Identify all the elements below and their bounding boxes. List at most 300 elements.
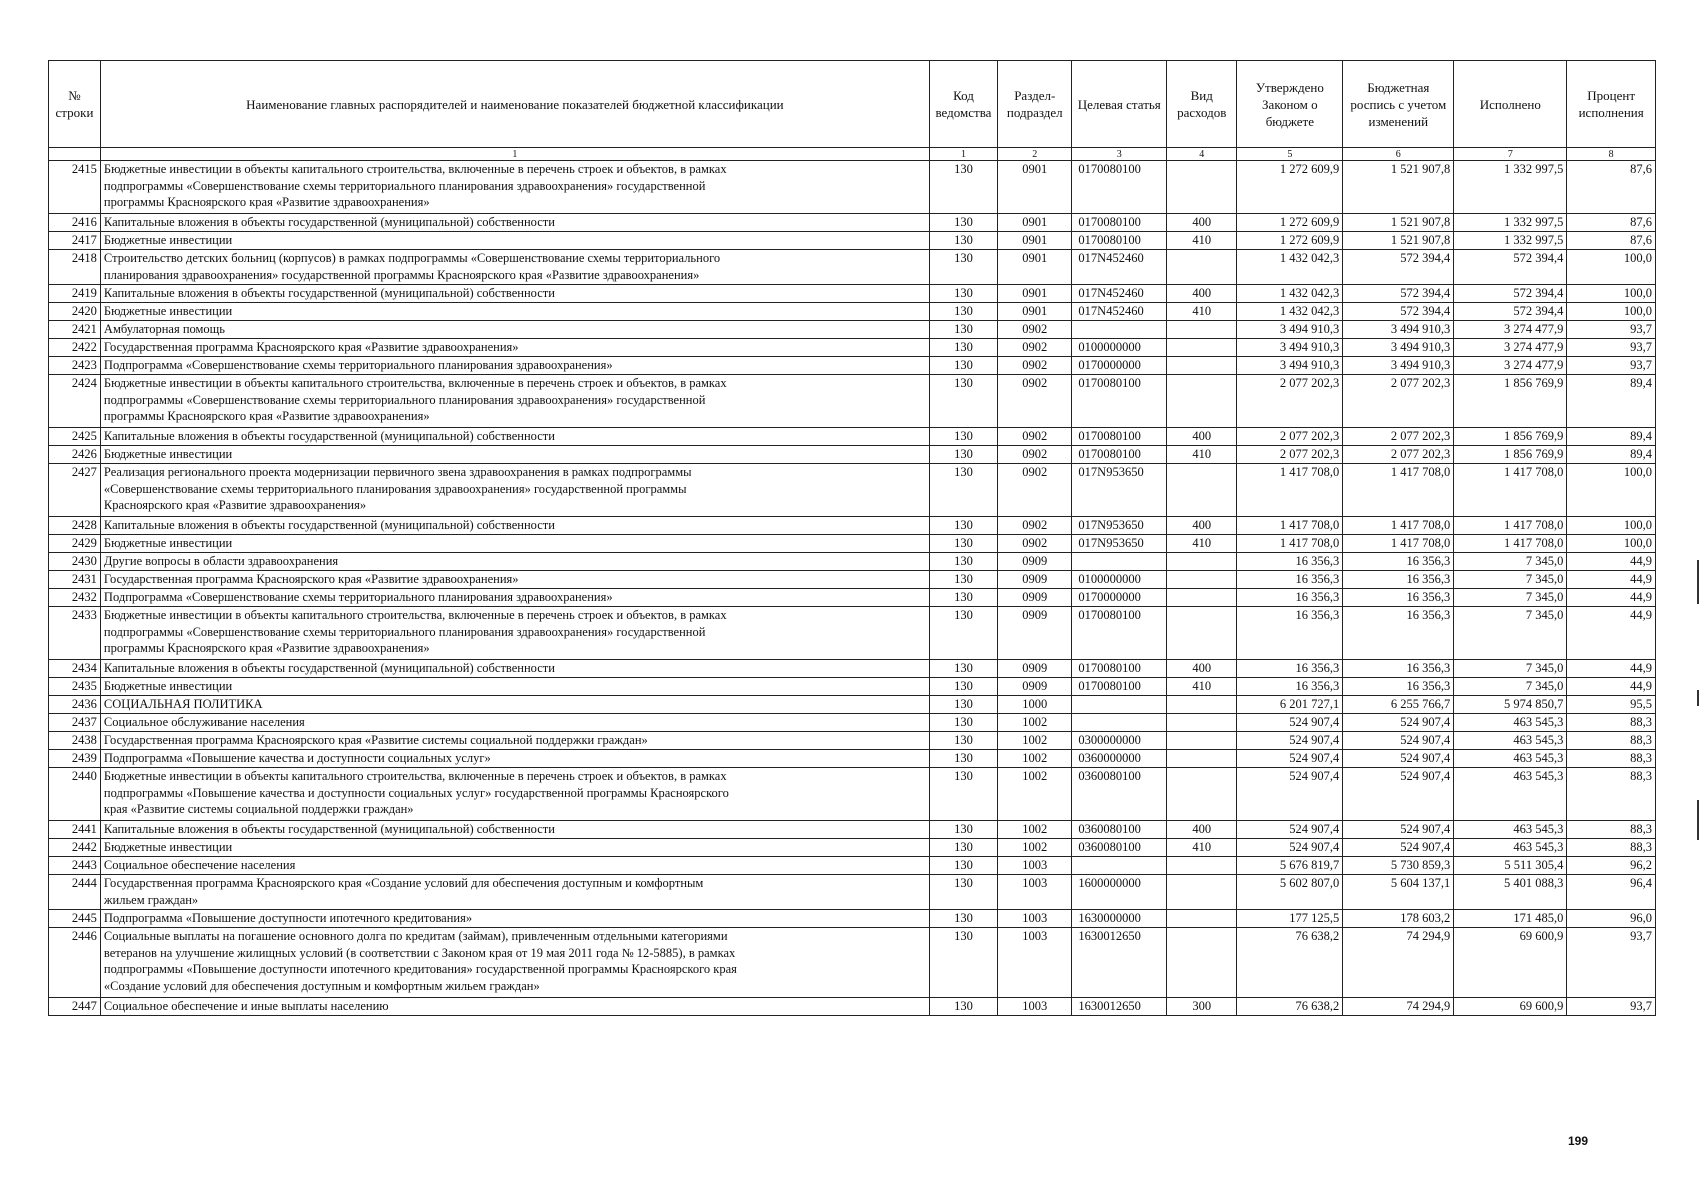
row-name-line: Капитальные вложения в объекты государственной (муниципальной) собственности <box>103 286 555 300</box>
dept-code-cell: 130 <box>929 321 997 339</box>
percent-cell: 96,2 <box>1567 857 1656 875</box>
row-name-line: Социальное обеспечение населения <box>103 858 296 872</box>
row-number: 2444 <box>49 875 101 910</box>
section-cell: 1002 <box>998 750 1072 768</box>
approved-cell: 1 272 609,9 <box>1237 214 1343 232</box>
row-name-line: программы Красноярского края «Развитие здравоохранения» <box>103 641 430 655</box>
section-cell: 0909 <box>998 553 1072 571</box>
section-cell: 1002 <box>998 839 1072 857</box>
dept-code-cell: 130 <box>929 768 997 821</box>
row-name-line: подпрограммы «Повышение качества и доступности социальных услуг» государственной программы Красноярского <box>103 785 729 800</box>
executed-cell: 1 856 769,9 <box>1454 428 1567 446</box>
header-target: Целевая статья <box>1072 61 1167 148</box>
table-row <box>49 161 1656 214</box>
executed-cell: 1 856 769,9 <box>1454 446 1567 464</box>
row-number: 2430 <box>49 553 101 571</box>
expense-type-cell <box>1167 875 1237 910</box>
percent-cell: 44,9 <box>1567 678 1656 696</box>
approved-cell: 524 907,4 <box>1237 839 1343 857</box>
target-cell: 0170080100 <box>1072 214 1167 232</box>
dept-code-cell: 130 <box>929 285 997 303</box>
row-name <box>100 714 929 732</box>
percent-cell: 44,9 <box>1567 607 1656 660</box>
budget-list-cell: 1 417 708,0 <box>1343 535 1454 553</box>
row-number: 2439 <box>49 750 101 768</box>
expense-type-cell <box>1167 250 1237 285</box>
percent-cell: 95,5 <box>1567 696 1656 714</box>
row-number: 2428 <box>49 517 101 535</box>
page-number: 199 <box>1568 1134 1589 1148</box>
dept-code-cell: 130 <box>929 928 997 998</box>
row-number: 2422 <box>49 339 101 357</box>
budget-list-cell: 524 907,4 <box>1343 714 1454 732</box>
table-row <box>49 696 1656 714</box>
target-cell: 1630012650 <box>1072 998 1167 1016</box>
dept-code-cell: 130 <box>929 571 997 589</box>
target-cell <box>1072 714 1167 732</box>
percent-cell: 89,4 <box>1567 375 1656 428</box>
header-percent: Процент исполнения <box>1567 61 1656 148</box>
target-cell: 017N953650 <box>1072 535 1167 553</box>
row-name-line: Реализация регионального проекта модернизации первичного звена здравоохранения в рамках подпрограммы <box>103 465 692 479</box>
header-executed: Исполнено <box>1454 61 1567 148</box>
row-name <box>100 464 929 517</box>
budget-list-cell: 524 907,4 <box>1343 821 1454 839</box>
section-cell: 1003 <box>998 875 1072 910</box>
row-name-line: Бюджетные инвестиции <box>103 304 233 318</box>
approved-cell: 76 638,2 <box>1237 998 1343 1016</box>
executed-cell: 1 332 997,5 <box>1454 214 1567 232</box>
row-name-line: Строительство детских больниц (корпусов) в рамках подпрограммы «Совершенствование схемы территориального <box>103 251 721 265</box>
executed-cell: 69 600,9 <box>1454 998 1567 1016</box>
budget-list-cell: 1 521 907,8 <box>1343 161 1454 214</box>
table-row <box>49 768 1656 821</box>
table-row <box>49 750 1656 768</box>
percent-cell: 88,3 <box>1567 750 1656 768</box>
expense-type-cell <box>1167 464 1237 517</box>
row-name <box>100 928 929 998</box>
dept-code-cell: 130 <box>929 607 997 660</box>
expense-type-cell: 410 <box>1167 839 1237 857</box>
row-number: 2435 <box>49 678 101 696</box>
section-cell: 0902 <box>998 535 1072 553</box>
row-name-line: Бюджетные инвестиции <box>103 536 233 550</box>
row-name-line: подпрограммы «Совершенствование схемы территориального планирования здравоохранения» государственной <box>103 624 706 639</box>
row-number: 2440 <box>49 768 101 821</box>
dept-code-cell: 130 <box>929 517 997 535</box>
target-cell <box>1072 553 1167 571</box>
row-number: 2438 <box>49 732 101 750</box>
dept-code-cell: 130 <box>929 303 997 321</box>
row-number: 2446 <box>49 928 101 998</box>
budget-list-cell: 16 356,3 <box>1343 589 1454 607</box>
approved-cell: 3 494 910,3 <box>1237 339 1343 357</box>
approved-cell: 524 907,4 <box>1237 821 1343 839</box>
table-row <box>49 553 1656 571</box>
expense-type-cell <box>1167 928 1237 998</box>
target-cell: 017N953650 <box>1072 464 1167 517</box>
approved-cell: 1 417 708,0 <box>1237 535 1343 553</box>
dept-code-cell: 130 <box>929 446 997 464</box>
executed-cell: 463 545,3 <box>1454 732 1567 750</box>
dept-code-cell: 130 <box>929 535 997 553</box>
expense-type-cell <box>1167 857 1237 875</box>
target-cell: 0170080100 <box>1072 607 1167 660</box>
section-cell: 0901 <box>998 161 1072 214</box>
section-cell: 1003 <box>998 998 1072 1016</box>
table-row <box>49 839 1656 857</box>
row-number: 2436 <box>49 696 101 714</box>
target-cell: 017N953650 <box>1072 517 1167 535</box>
target-cell: 0100000000 <box>1072 339 1167 357</box>
row-name-line: Капитальные вложения в объекты государственной (муниципальной) собственности <box>103 661 555 675</box>
row-name-line: «Совершенствование схемы территориального планирования здравоохранения» государственной программы <box>103 481 687 496</box>
dept-code-cell: 130 <box>929 464 997 517</box>
executed-cell: 572 394,4 <box>1454 250 1567 285</box>
row-name-line: Красноярского края «Развитие здравоохранения» <box>103 498 367 512</box>
table-row <box>49 998 1656 1016</box>
approved-cell: 16 356,3 <box>1237 589 1343 607</box>
budget-list-cell: 6 255 766,7 <box>1343 696 1454 714</box>
approved-cell: 2 077 202,3 <box>1237 375 1343 428</box>
table-row <box>49 285 1656 303</box>
executed-cell: 463 545,3 <box>1454 839 1567 857</box>
budget-list-cell: 572 394,4 <box>1343 285 1454 303</box>
row-number: 2424 <box>49 375 101 428</box>
executed-cell: 3 274 477,9 <box>1454 357 1567 375</box>
target-cell: 0360080100 <box>1072 839 1167 857</box>
target-cell: 1630000000 <box>1072 910 1167 928</box>
header-section: Раздел-подраздел <box>998 61 1072 148</box>
row-name-line: подпрограммы «Повышение доступности ипотечного кредитования» государственной программы Красноярского края <box>103 962 737 976</box>
executed-cell: 69 600,9 <box>1454 928 1567 998</box>
row-name-line: Подпрограмма «Повышение доступности ипотечного кредитования» <box>103 911 473 925</box>
dept-code-cell: 130 <box>929 250 997 285</box>
percent-cell: 88,3 <box>1567 821 1656 839</box>
table-row <box>49 732 1656 750</box>
approved-cell: 524 907,4 <box>1237 750 1343 768</box>
approved-cell: 2 077 202,3 <box>1237 446 1343 464</box>
approved-cell: 5 602 807,0 <box>1237 875 1343 910</box>
dept-code-cell: 130 <box>929 161 997 214</box>
table-row <box>49 250 1656 285</box>
percent-cell: 44,9 <box>1567 660 1656 678</box>
row-name-line: Бюджетные инвестиции <box>103 233 233 247</box>
expense-type-cell: 300 <box>1167 998 1237 1016</box>
row-name <box>100 321 929 339</box>
header-row-number: № строки <box>49 61 101 148</box>
row-number: 2442 <box>49 839 101 857</box>
row-name <box>100 250 929 285</box>
row-number: 2427 <box>49 464 101 517</box>
executed-cell: 463 545,3 <box>1454 821 1567 839</box>
approved-cell: 1 272 609,9 <box>1237 232 1343 250</box>
budget-list-cell: 3 494 910,3 <box>1343 321 1454 339</box>
row-number: 2429 <box>49 535 101 553</box>
expense-type-cell <box>1167 607 1237 660</box>
expense-type-cell <box>1167 714 1237 732</box>
executed-cell: 463 545,3 <box>1454 768 1567 821</box>
budget-list-cell: 524 907,4 <box>1343 768 1454 821</box>
row-name-line: Социальное обслуживание населения <box>103 715 305 729</box>
section-cell: 0901 <box>998 232 1072 250</box>
row-name <box>100 571 929 589</box>
target-cell: 0170080100 <box>1072 660 1167 678</box>
percent-cell: 100,0 <box>1567 464 1656 517</box>
approved-cell: 2 077 202,3 <box>1237 428 1343 446</box>
executed-cell: 1 417 708,0 <box>1454 464 1567 517</box>
expense-type-cell <box>1167 571 1237 589</box>
percent-cell: 44,9 <box>1567 553 1656 571</box>
row-name-line: Государственная программа Красноярского края «Развитие здравоохранения» <box>103 340 519 354</box>
section-cell: 0901 <box>998 285 1072 303</box>
header-dept-code: Код ведомства <box>929 61 997 148</box>
executed-cell: 7 345,0 <box>1454 589 1567 607</box>
table-row <box>49 607 1656 660</box>
budget-list-cell: 524 907,4 <box>1343 839 1454 857</box>
row-name <box>100 678 929 696</box>
row-name-line: жильем граждан» <box>103 892 199 907</box>
row-number: 2420 <box>49 303 101 321</box>
row-name-line: Капитальные вложения в объекты государственной (муниципальной) собственности <box>103 429 555 443</box>
approved-cell: 1 432 042,3 <box>1237 250 1343 285</box>
budget-list-cell: 1 521 907,8 <box>1343 214 1454 232</box>
row-name-line: Государственная программа Красноярского края «Развитие здравоохранения» <box>103 572 519 586</box>
target-cell: 0170080100 <box>1072 161 1167 214</box>
budget-list-cell: 2 077 202,3 <box>1343 428 1454 446</box>
target-cell: 0360080100 <box>1072 821 1167 839</box>
dept-code-cell: 130 <box>929 553 997 571</box>
approved-cell: 16 356,3 <box>1237 571 1343 589</box>
table-header-row <box>49 61 1656 148</box>
column-number: 5 <box>1237 148 1343 161</box>
row-name <box>100 535 929 553</box>
percent-cell: 100,0 <box>1567 535 1656 553</box>
expense-type-cell <box>1167 357 1237 375</box>
executed-cell: 5 401 088,3 <box>1454 875 1567 910</box>
approved-cell: 76 638,2 <box>1237 928 1343 998</box>
column-number: 4 <box>1167 148 1237 161</box>
row-name <box>100 750 929 768</box>
expense-type-cell: 410 <box>1167 232 1237 250</box>
row-name-line: Бюджетные инвестиции <box>103 679 233 693</box>
target-cell: 017N452460 <box>1072 303 1167 321</box>
table-row <box>49 910 1656 928</box>
row-number: 2416 <box>49 214 101 232</box>
approved-cell: 5 676 819,7 <box>1237 857 1343 875</box>
executed-cell: 572 394,4 <box>1454 285 1567 303</box>
row-name-line: программы Красноярского края «Развитие здравоохранения» <box>103 195 430 209</box>
expense-type-cell <box>1167 321 1237 339</box>
percent-cell: 96,4 <box>1567 875 1656 910</box>
expense-type-cell: 410 <box>1167 303 1237 321</box>
row-name-line: Бюджетные инвестиции в объекты капитального строительства, включенные в перечень строек и объектов, в рамках <box>103 162 727 176</box>
section-cell: 0902 <box>998 339 1072 357</box>
section-cell: 0901 <box>998 214 1072 232</box>
budget-list-cell: 5 730 859,3 <box>1343 857 1454 875</box>
executed-cell: 3 274 477,9 <box>1454 339 1567 357</box>
row-name-line: Государственная программа Красноярского края «Создание условий для обеспечения доступным и комфортным <box>103 876 704 890</box>
expense-type-cell <box>1167 750 1237 768</box>
header-approved: Утверждено Законом о бюджете <box>1237 61 1343 148</box>
percent-cell: 44,9 <box>1567 571 1656 589</box>
header-name: Наименование главных распорядителей и наименование показателей бюджетной классификации <box>100 61 929 148</box>
expense-type-cell <box>1167 589 1237 607</box>
target-cell: 0170080100 <box>1072 446 1167 464</box>
expense-type-cell: 400 <box>1167 214 1237 232</box>
column-number: 8 <box>1567 148 1656 161</box>
percent-cell: 93,7 <box>1567 998 1656 1016</box>
section-cell: 0909 <box>998 607 1072 660</box>
executed-cell: 7 345,0 <box>1454 553 1567 571</box>
dept-code-cell: 130 <box>929 232 997 250</box>
section-cell: 1000 <box>998 696 1072 714</box>
dept-code-cell: 130 <box>929 428 997 446</box>
budget-list-cell: 16 356,3 <box>1343 678 1454 696</box>
scan-edge-mark <box>1697 560 1699 604</box>
dept-code-cell: 130 <box>929 339 997 357</box>
row-name-line: Подпрограмма «Повышение качества и доступности социальных услуг» <box>103 751 491 765</box>
approved-cell: 1 417 708,0 <box>1237 517 1343 535</box>
expense-type-cell: 400 <box>1167 517 1237 535</box>
executed-cell: 1 332 997,5 <box>1454 161 1567 214</box>
percent-cell: 44,9 <box>1567 589 1656 607</box>
column-number: 1 <box>100 148 929 161</box>
expense-type-cell <box>1167 375 1237 428</box>
expense-type-cell <box>1167 696 1237 714</box>
percent-cell: 93,7 <box>1567 321 1656 339</box>
row-number: 2432 <box>49 589 101 607</box>
row-name <box>100 696 929 714</box>
row-name-line: Подпрограмма «Совершенствование схемы территориального планирования здравоохранения» <box>103 358 613 372</box>
dept-code-cell: 130 <box>929 875 997 910</box>
dept-code-cell: 130 <box>929 910 997 928</box>
dept-code-cell: 130 <box>929 857 997 875</box>
table-row <box>49 214 1656 232</box>
dept-code-cell: 130 <box>929 998 997 1016</box>
percent-cell: 88,3 <box>1567 714 1656 732</box>
budget-list-cell: 5 604 137,1 <box>1343 875 1454 910</box>
row-number: 2443 <box>49 857 101 875</box>
executed-cell: 7 345,0 <box>1454 571 1567 589</box>
row-name-line: подпрограммы «Совершенствование схемы территориального планирования здравоохранения» государственной <box>103 392 706 407</box>
executed-cell: 7 345,0 <box>1454 678 1567 696</box>
row-name <box>100 161 929 214</box>
budget-list-cell: 16 356,3 <box>1343 571 1454 589</box>
budget-list-cell: 1 521 907,8 <box>1343 232 1454 250</box>
expense-type-cell: 400 <box>1167 428 1237 446</box>
budget-list-cell: 524 907,4 <box>1343 750 1454 768</box>
row-name-line: края «Развитие системы социальной поддержки граждан» <box>103 802 414 816</box>
dept-code-cell: 130 <box>929 660 997 678</box>
percent-cell: 87,6 <box>1567 161 1656 214</box>
row-name <box>100 857 929 875</box>
table-row <box>49 428 1656 446</box>
row-name-line: Капитальные вложения в объекты государственной (муниципальной) собственности <box>103 215 555 229</box>
budget-execution-table <box>48 60 1656 1016</box>
row-name <box>100 339 929 357</box>
table-row <box>49 464 1656 517</box>
percent-cell: 100,0 <box>1567 517 1656 535</box>
executed-cell: 7 345,0 <box>1454 660 1567 678</box>
approved-cell: 3 494 910,3 <box>1237 357 1343 375</box>
row-name <box>100 375 929 428</box>
row-number: 2447 <box>49 998 101 1016</box>
table-row <box>49 928 1656 998</box>
row-name <box>100 446 929 464</box>
row-name <box>100 553 929 571</box>
percent-cell: 87,6 <box>1567 232 1656 250</box>
row-name-line: Государственная программа Красноярского края «Развитие системы социальной поддержки граждан» <box>103 733 648 747</box>
budget-list-cell: 1 417 708,0 <box>1343 517 1454 535</box>
dept-code-cell: 130 <box>929 839 997 857</box>
row-name-line: Бюджетные инвестиции <box>103 840 233 854</box>
table-row <box>49 517 1656 535</box>
budget-list-cell: 572 394,4 <box>1343 250 1454 285</box>
percent-cell: 87,6 <box>1567 214 1656 232</box>
row-name-line: Бюджетные инвестиции в объекты капитального строительства, включенные в перечень строек и объектов, в рамках <box>103 608 727 622</box>
target-cell: 0170080100 <box>1072 428 1167 446</box>
budget-list-cell: 16 356,3 <box>1343 553 1454 571</box>
row-name-line: «Создание условий для обеспечения доступным и комфортным жильем граждан» <box>103 978 540 993</box>
budget-list-cell: 572 394,4 <box>1343 303 1454 321</box>
target-cell: 0360000000 <box>1072 750 1167 768</box>
section-cell: 1003 <box>998 910 1072 928</box>
approved-cell: 6 201 727,1 <box>1237 696 1343 714</box>
dept-code-cell: 130 <box>929 214 997 232</box>
approved-cell: 524 907,4 <box>1237 768 1343 821</box>
percent-cell: 89,4 <box>1567 428 1656 446</box>
row-number: 2433 <box>49 607 101 660</box>
section-cell: 0909 <box>998 571 1072 589</box>
row-name-line: Амбулаторная помощь <box>103 322 226 336</box>
column-number <box>49 148 101 161</box>
row-name <box>100 660 929 678</box>
target-cell <box>1072 321 1167 339</box>
section-cell: 1002 <box>998 821 1072 839</box>
section-cell: 1002 <box>998 732 1072 750</box>
executed-cell: 3 274 477,9 <box>1454 321 1567 339</box>
section-cell: 1003 <box>998 928 1072 998</box>
section-cell: 0902 <box>998 464 1072 517</box>
row-name-line: подпрограммы «Совершенствование схемы территориального планирования здравоохранения» государственной <box>103 178 706 193</box>
target-cell: 017N452460 <box>1072 250 1167 285</box>
target-cell: 0170000000 <box>1072 357 1167 375</box>
row-number: 2417 <box>49 232 101 250</box>
section-cell: 0909 <box>998 660 1072 678</box>
row-number: 2418 <box>49 250 101 285</box>
row-name-line: Социальное обеспечение и иные выплаты населению <box>103 999 389 1013</box>
dept-code-cell: 130 <box>929 696 997 714</box>
percent-cell: 100,0 <box>1567 303 1656 321</box>
row-name <box>100 607 929 660</box>
expense-type-cell: 410 <box>1167 678 1237 696</box>
section-cell: 1003 <box>998 857 1072 875</box>
percent-cell: 88,3 <box>1567 732 1656 750</box>
expense-type-cell: 400 <box>1167 821 1237 839</box>
budget-list-cell: 1 417 708,0 <box>1343 464 1454 517</box>
row-name-line: ветеранов на улучшение жилищных условий (в соответствии с Законом края от 19 мая 2011 года № 12-5885), в рамках <box>103 945 736 960</box>
approved-cell: 177 125,5 <box>1237 910 1343 928</box>
column-number: 2 <box>998 148 1072 161</box>
expense-type-cell: 400 <box>1167 660 1237 678</box>
section-cell: 1002 <box>998 768 1072 821</box>
table-row <box>49 375 1656 428</box>
approved-cell: 1 432 042,3 <box>1237 285 1343 303</box>
header-expense-type: Вид расходов <box>1167 61 1237 148</box>
table-row <box>49 821 1656 839</box>
budget-list-cell: 16 356,3 <box>1343 607 1454 660</box>
